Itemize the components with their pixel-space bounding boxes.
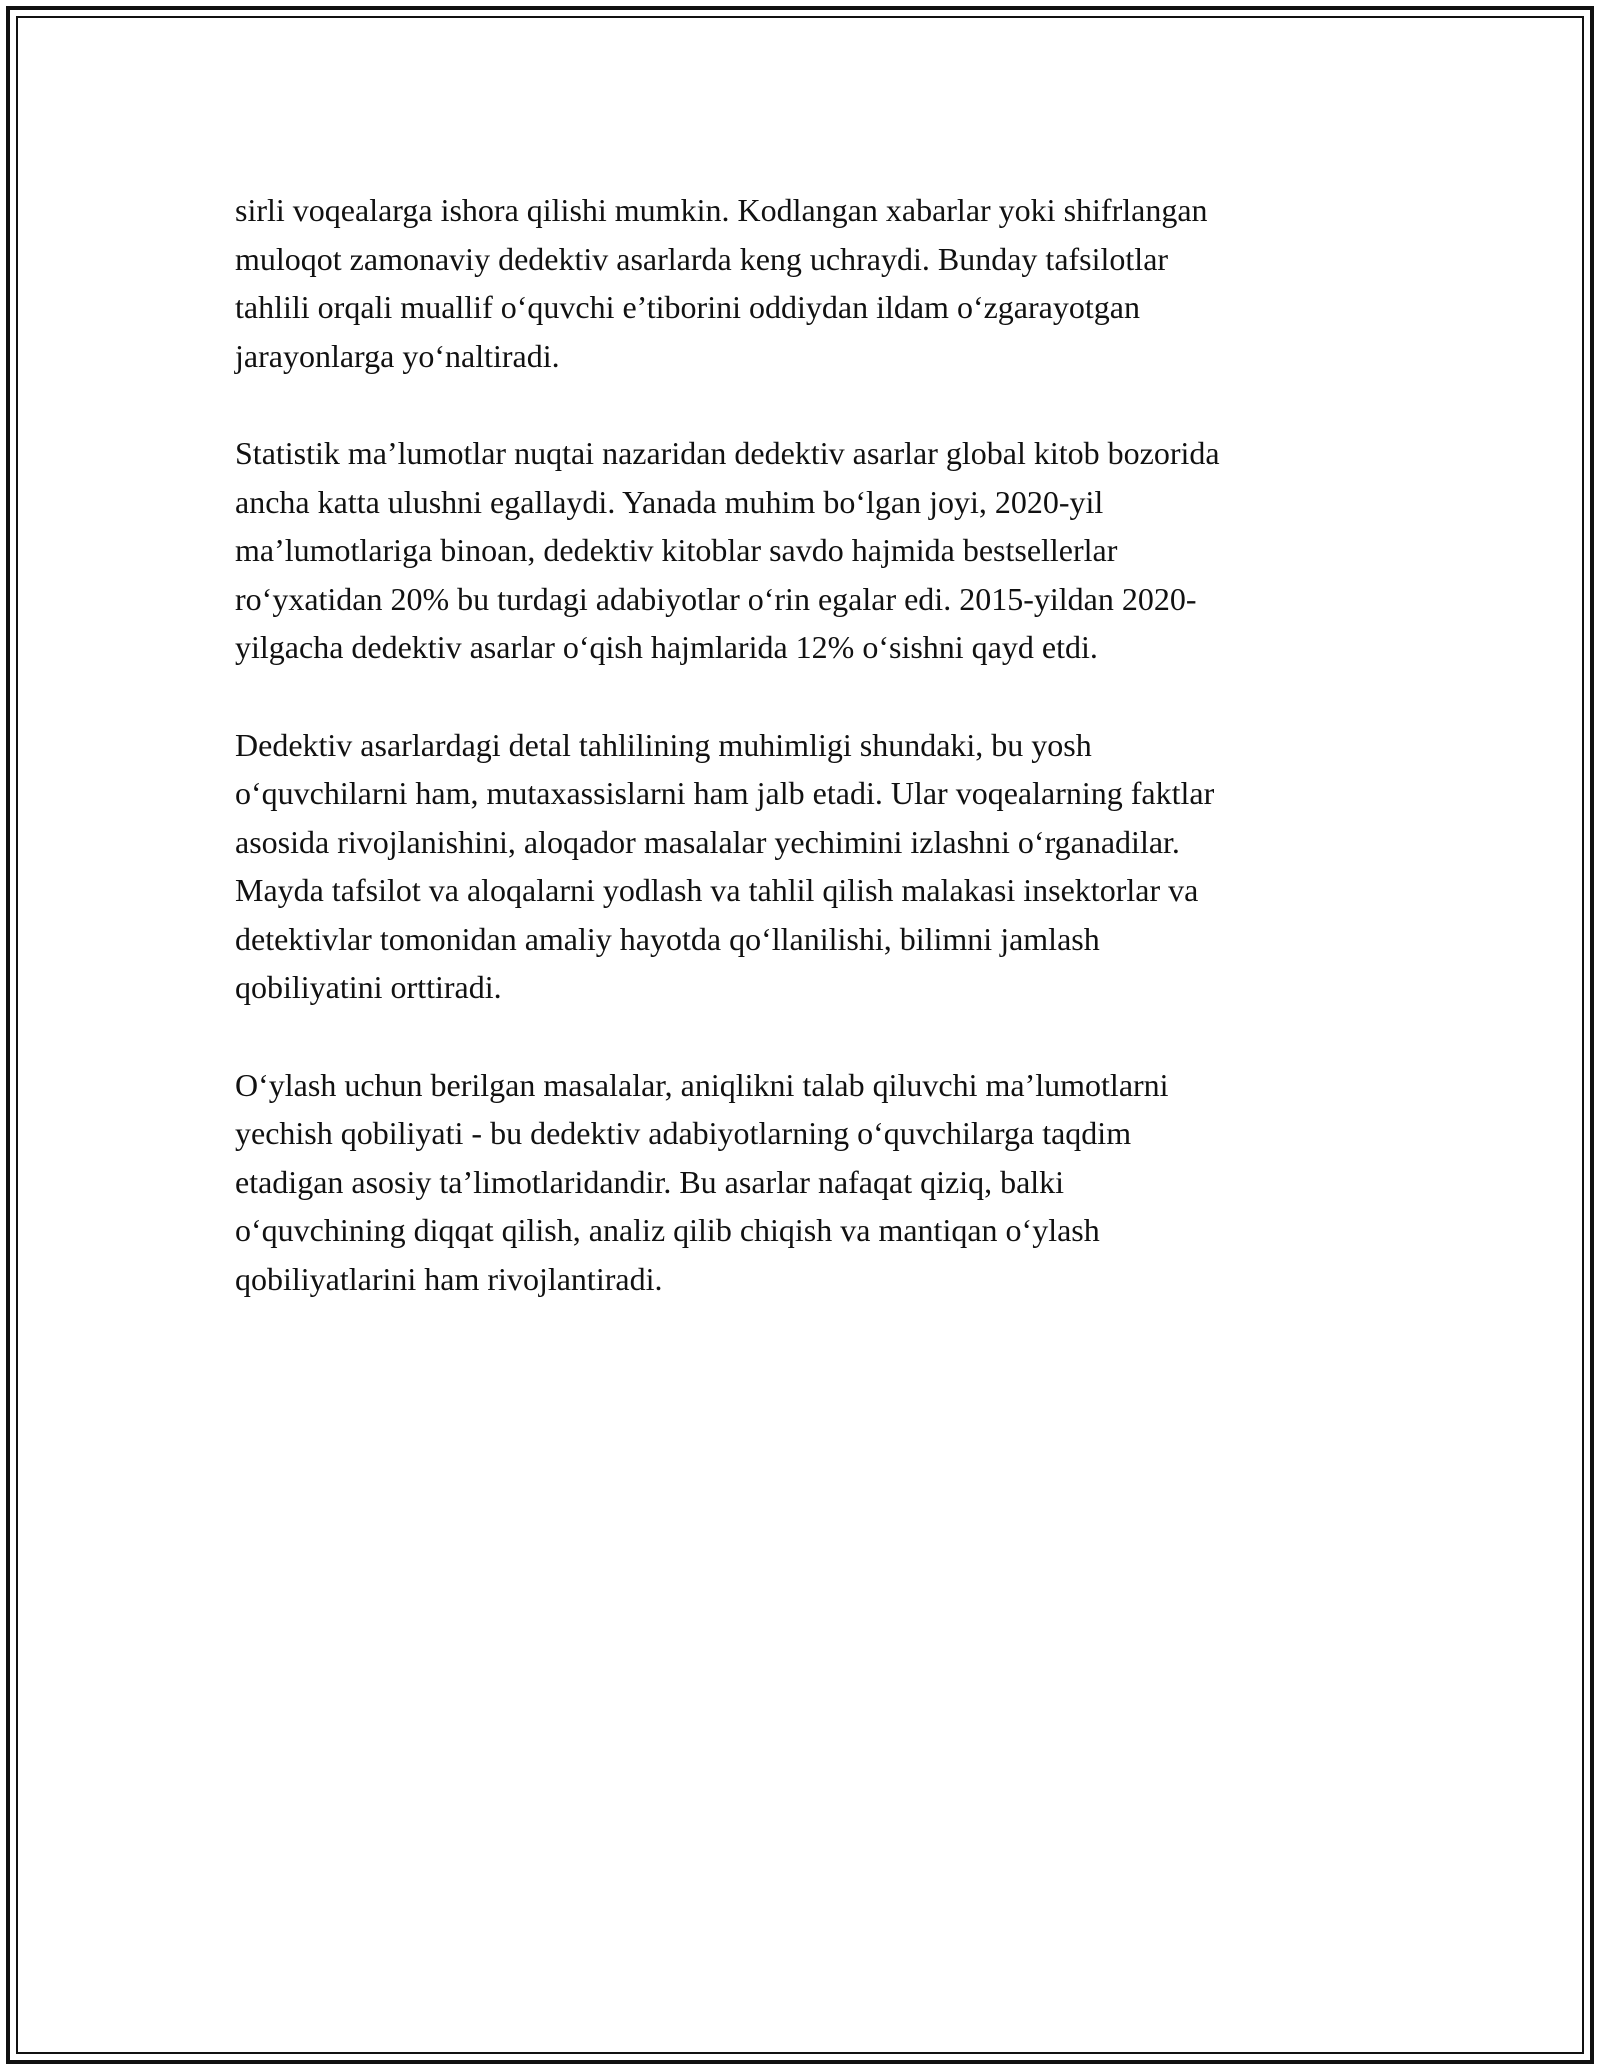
document-body: [235, 186, 1375, 1352]
paragraph-4: O‘ylash uchun berilgan masalalar, aniqlikni talab qiluvchi ma’lumotlarni yechish qobiliyati - bu dedektiv adabiyotlarning o‘quvchilarga taqdim etadigan asosiy ta’limotlaridandir. Bu asarlar nafaqat qiziq, balki o‘quvchining diqqat qilish, analiz qilib chiqish va mantiqan o‘ylash qobiliyatlarini ham rivojlantiradi.: [235, 1066, 1169, 1297]
paragraph-2: Statistik ma’lumotlar nuqtai nazaridan dedektiv asarlar global kitob bozorida ancha katta ulushni egallaydi. Yanada muhim bo‘lgan joyi, 2020-yil ma’lumotlariga binoan, dedektiv kitoblar savdo hajmida bestsellerlar ro‘yxatidan 20% bu turdagi adabiyotlar o‘rin egalar edi. 2015-yildan 2020- yilgacha dedektiv asarlar o‘qish hajmlarida 12% o‘sishni qayd etdi.: [235, 435, 1220, 665]
paragraph-3: Dedektiv asarlardagi detal tahlilining muhimligi shundaki, bu yosh o‘quvchilarni ham, mutaxassislarni ham jalb etadi. Ular voqealarning faktlar asosida rivojlanishini, aloqador masalalar yechimini izlashni o‘rganadilar. Mayda tafsilot va aloqalarni yodlash va tahlil qilish malakasi insektorlar va detektivlar tomonidan amaliy hayotda qo‘llanilishi, bilimni jamlash qobiliyatini orttiradi.: [235, 726, 1215, 1005]
paragraph-1: sirli voqealarga ishora qilishi mumkin. Kodlangan xabarlar yoki shifrlangan muloqot zamonaviy dedektiv asarlarda keng uchraydi. Bunday tafsilotlar tahlili orqali muallif o‘quvchi e’tiborini oddiydan ildam o‘zgarayotgan jarayonlarga yo‘naltiradi.: [235, 192, 1208, 374]
